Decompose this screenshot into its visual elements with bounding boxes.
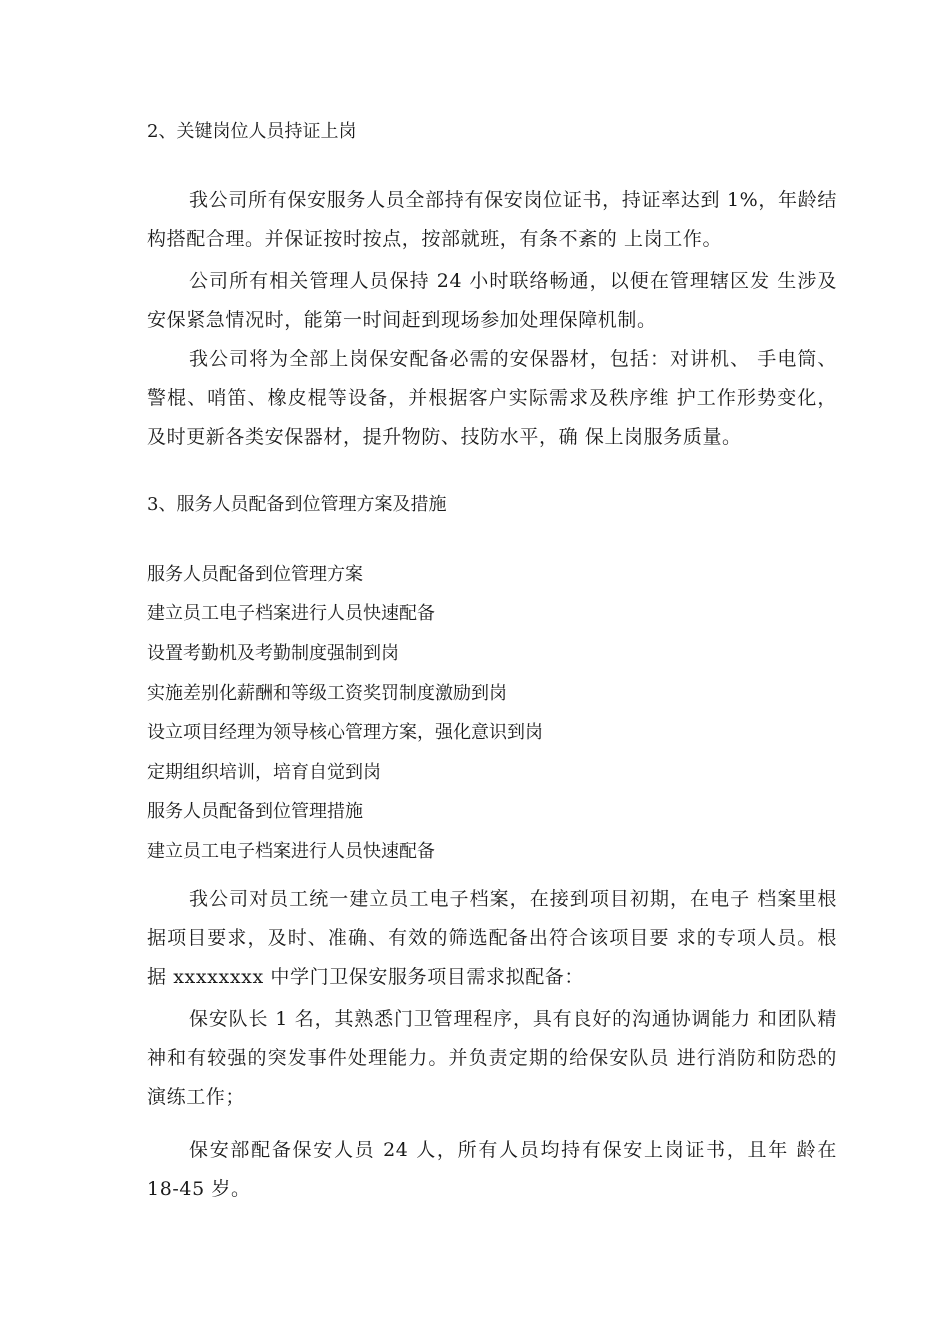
list-item-training: 定期组织培训，培育自觉到岗 — [147, 762, 381, 783]
list-item-attendance: 设置考勤机及考勤制度强制到岗 — [147, 643, 399, 664]
list-item-project-manager: 设立项目经理为领导核心管理方案，强化意识到岗 — [147, 722, 543, 743]
list-item-electronic-archive-2: 建立员工电子档案进行人员快速配备 — [147, 841, 435, 862]
section-3-paragraph-1: 我公司对员工统一建立员工电子档案，在接到项目初期，在电子 档案里根据项目要求，及时、准确、有效的筛选配备出符合该项目要 求的专项人员。根据 xxxxxxxx 中学门卫保安服务项目需求拟配备： — [147, 888, 837, 988]
section-2-paragraph-1: 我公司所有保安服务人员全部持有保安岗位证书，持证率达到 1%，年龄结构搭配合理。并保证按时按点，按部就班，有条不紊的 上岗工作。 — [147, 189, 837, 250]
list-item-salary-incentive: 实施差别化薪酬和等级工资奖罚制度激励到岗 — [147, 683, 507, 704]
section-2-paragraph-3: 我公司将为全部上岗保安配备必需的安保器材，包括：对讲机、 手电筒、警棍、哨笛、橡皮棍等设备，并根据客户实际需求及秩序维 护工作形势变化，及时更新各类安保器材，提升物防、技防水平，确 保上岗服务质量。 — [147, 348, 837, 448]
list-item-measures-title: 服务人员配备到位管理措施 — [147, 801, 363, 822]
section-3-heading: 3、服务人员配备到位管理方案及措施 — [147, 494, 447, 515]
list-item-plan-title: 服务人员配备到位管理方案 — [147, 564, 363, 585]
section-2-heading: 2、关键岗位人员持证上岗 — [147, 121, 357, 142]
list-item-electronic-archive: 建立员工电子档案进行人员快速配备 — [147, 603, 435, 624]
section-3-paragraph-2: 保安队长 1 名，其熟悉门卫管理程序，具有良好的沟通协调能力 和团队精神和有较强的突发事件处理能力。并负责定期的给保安队员 进行消防和防恐的演练工作； — [147, 1008, 837, 1108]
section-3-paragraph-3: 保安部配备保安人员 24 人，所有人员均持有保安上岗证书，且年 龄在 18-45 岁。 — [147, 1139, 837, 1200]
section-2-paragraph-2: 公司所有相关管理人员保持 24 小时联络畅通，以便在管理辖区发 生涉及安保紧急情况时，能第一时间赶到现场参加处理保障机制。 — [147, 270, 837, 331]
